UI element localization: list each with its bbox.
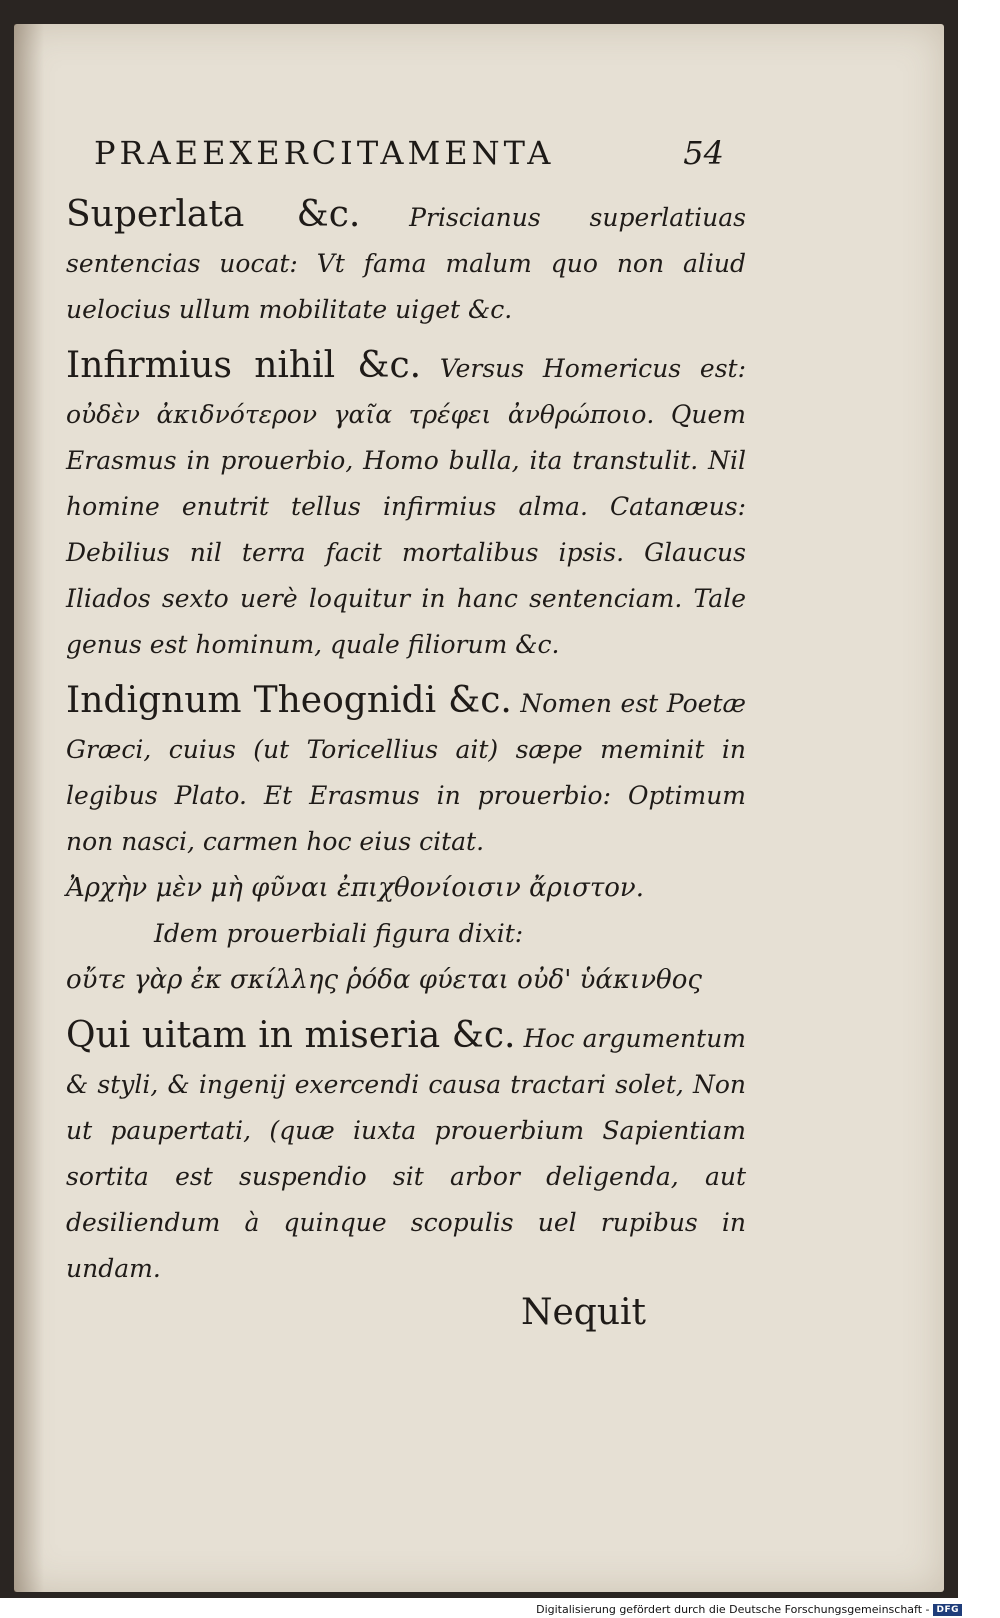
paragraph-superlata [66, 192, 746, 333]
credit-text: Digitalisierung gefördert durch die Deutsche Forschungsgemeinschaft - [536, 1603, 930, 1616]
greek-quotation: οὔτε γὰρ ἐκ σκίλλης ῥόδα φύεται οὐδ' ὑάκινθος [66, 965, 702, 995]
paragraph-indignum [66, 678, 746, 865]
lemma: Superlata &c. [66, 194, 361, 235]
lemma: Qui uitam in miseria &c. [66, 1015, 516, 1056]
page-gutter-shadow [14, 24, 44, 1592]
paragraph-qui-uitam [66, 1013, 746, 1292]
running-title: PRAEEXERCITAMENTA [94, 134, 555, 172]
commentary: Hoc argumentum & styli, & ingenij exercendi causa tractari solet, Non ut paupertati, (quæ iuxta prouerbium Sapientiam sortita est suspendio sit arbor deligenda, aut desiliendum à quinque scopulis uel rupibus in undam. [66, 1024, 747, 1283]
catchword: Nequit [520, 1292, 646, 1333]
page-number: 54 [683, 134, 724, 172]
commentary: Nomen est Poetæ Græci, cuius (ut Toricellius ait) sæpe meminit in legibus Plato. Et Erasmus in prouerbio: Optimum non nasci, carmen hoc eius citat. [66, 689, 746, 856]
page-body [66, 192, 746, 1292]
lemma: Infirmius nihil &c. [66, 345, 422, 386]
dfg-logo: DFG [933, 1604, 962, 1616]
paragraph-infirmius [66, 343, 746, 668]
page-header [94, 134, 724, 180]
greek-quotation: Ἀρχὴν μὲν μὴ φῦναι ἐπιχθονίοισιν ἄριστον. [66, 873, 645, 903]
idem-line: Idem prouerbiali figura dixit: [154, 919, 524, 948]
commentary: Versus Homericus est: οὐδὲν ἀκιδνότερον γαῖα τρέφει ἀνθρώποιο. Quem Erasmus in prouerbio, Homo bulla, ita transtulit. Nil homine enutrit tellus infirmius alma. Catanæus: Debilius nil terra facit mortalibus ipsis. Glaucus Iliados sexto uerè loquitur in hanc sentenciam. Tale genus est hominum, quale filiorum &c. [66, 354, 746, 659]
digitization-credit [536, 1603, 962, 1616]
book-page [14, 24, 944, 1592]
commentary: Priscianus superlatiuas sentencias uocat: Vt fama malum quo non aliud uelocius ullum mobilitate uiget &c. [66, 203, 747, 324]
lemma: Indignum Theognidi &c. [66, 680, 512, 721]
